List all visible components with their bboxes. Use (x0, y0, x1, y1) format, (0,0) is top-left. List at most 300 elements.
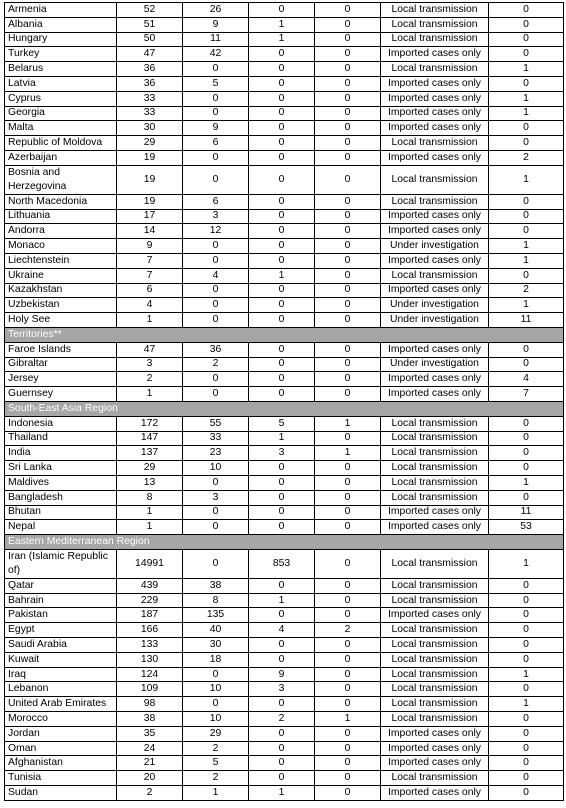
country-cell: Belarus (5, 62, 117, 77)
new-deaths-cell: 0 (315, 475, 381, 490)
country-cell: Cyprus (5, 91, 117, 106)
total-deaths-cell: 0 (249, 357, 315, 372)
transmission-classification-cell: Under investigation (381, 239, 489, 254)
new-cases-cell: 55 (183, 416, 249, 431)
country-cell: Uzbekistan (5, 298, 117, 313)
new-cases-cell: 0 (183, 298, 249, 313)
total-deaths-cell: 4 (249, 623, 315, 638)
new-deaths-cell: 0 (315, 682, 381, 697)
total-deaths-cell: 0 (249, 136, 315, 151)
new-deaths-cell: 0 (315, 298, 381, 313)
total-deaths-cell: 9 (249, 667, 315, 682)
table-row (5, 17, 564, 32)
country-cell: Andorra (5, 224, 117, 239)
region-header-label: Eastern Mediterranean Region (5, 535, 564, 550)
new-cases-cell: 12 (183, 224, 249, 239)
table-row (5, 121, 564, 136)
transmission-classification-cell: Imported cases only (381, 608, 489, 623)
total-cases-cell: 14991 (117, 549, 183, 578)
total-deaths-cell: 0 (249, 638, 315, 653)
transmission-classification-cell: Imported cases only (381, 91, 489, 106)
total-cases-cell: 30 (117, 121, 183, 136)
days-since-last-case-cell: 0 (489, 342, 564, 357)
total-cases-cell: 29 (117, 461, 183, 476)
days-since-last-case-cell: 0 (489, 623, 564, 638)
days-since-last-case-cell: 0 (489, 771, 564, 786)
table-row (5, 209, 564, 224)
covid-situation-table (4, 2, 564, 801)
total-cases-cell: 1 (117, 505, 183, 520)
days-since-last-case-cell: 0 (489, 446, 564, 461)
total-cases-cell: 124 (117, 667, 183, 682)
total-deaths-cell: 0 (249, 520, 315, 535)
total-cases-cell: 2 (117, 372, 183, 387)
new-deaths-cell: 0 (315, 136, 381, 151)
new-cases-cell: 0 (183, 283, 249, 298)
transmission-classification-cell: Imported cases only (381, 741, 489, 756)
new-cases-cell: 23 (183, 446, 249, 461)
table-row (5, 786, 564, 801)
transmission-classification-cell: Imported cases only (381, 786, 489, 801)
new-deaths-cell: 0 (315, 357, 381, 372)
new-cases-cell: 0 (183, 239, 249, 254)
country-cell: Indonesia (5, 416, 117, 431)
transmission-classification-cell: Local transmission (381, 593, 489, 608)
total-deaths-cell: 0 (249, 608, 315, 623)
new-cases-cell: 0 (183, 697, 249, 712)
days-since-last-case-cell: 11 (489, 313, 564, 328)
country-cell: Afghanistan (5, 756, 117, 771)
total-deaths-cell: 0 (249, 224, 315, 239)
new-deaths-cell: 0 (315, 17, 381, 32)
country-cell: Kazakhstan (5, 283, 117, 298)
new-deaths-cell: 0 (315, 268, 381, 283)
total-deaths-cell: 3 (249, 682, 315, 697)
table-row (5, 712, 564, 727)
total-deaths-cell: 0 (249, 150, 315, 165)
total-cases-cell: 47 (117, 342, 183, 357)
new-cases-cell: 4 (183, 268, 249, 283)
table-row (5, 136, 564, 151)
new-deaths-cell: 0 (315, 726, 381, 741)
days-since-last-case-cell: 0 (489, 76, 564, 91)
new-deaths-cell: 0 (315, 91, 381, 106)
transmission-classification-cell: Local transmission (381, 667, 489, 682)
country-cell: Turkey (5, 47, 117, 62)
days-since-last-case-cell: 1 (489, 253, 564, 268)
transmission-classification-cell: Local transmission (381, 32, 489, 47)
total-deaths-cell: 0 (249, 76, 315, 91)
days-since-last-case-cell: 0 (489, 431, 564, 446)
country-cell: Jersey (5, 372, 117, 387)
country-cell: Nepal (5, 520, 117, 535)
transmission-classification-cell: Under investigation (381, 298, 489, 313)
table-row (5, 416, 564, 431)
table-row (5, 62, 564, 77)
new-deaths-cell: 0 (315, 3, 381, 18)
days-since-last-case-cell: 0 (489, 786, 564, 801)
new-cases-cell: 2 (183, 741, 249, 756)
country-cell: Kuwait (5, 652, 117, 667)
new-deaths-cell: 0 (315, 62, 381, 77)
total-deaths-cell: 0 (249, 62, 315, 77)
new-deaths-cell: 0 (315, 786, 381, 801)
days-since-last-case-cell: 0 (489, 638, 564, 653)
transmission-classification-cell: Local transmission (381, 416, 489, 431)
total-cases-cell: 229 (117, 593, 183, 608)
new-deaths-cell: 0 (315, 490, 381, 505)
new-cases-cell: 10 (183, 712, 249, 727)
days-since-last-case-cell: 0 (489, 209, 564, 224)
table-row (5, 32, 564, 47)
days-since-last-case-cell: 1 (489, 91, 564, 106)
total-deaths-cell: 1 (249, 786, 315, 801)
total-cases-cell: 21 (117, 756, 183, 771)
total-deaths-cell: 0 (249, 253, 315, 268)
transmission-classification-cell: Local transmission (381, 136, 489, 151)
new-cases-cell: 0 (183, 91, 249, 106)
new-cases-cell: 0 (183, 165, 249, 194)
transmission-classification-cell: Under investigation (381, 357, 489, 372)
new-deaths-cell: 0 (315, 505, 381, 520)
new-cases-cell: 135 (183, 608, 249, 623)
table-row (5, 490, 564, 505)
new-deaths-cell: 0 (315, 283, 381, 298)
new-cases-cell: 0 (183, 62, 249, 77)
total-cases-cell: 35 (117, 726, 183, 741)
new-deaths-cell: 0 (315, 431, 381, 446)
table-row (5, 682, 564, 697)
transmission-classification-cell: Imported cases only (381, 121, 489, 136)
total-cases-cell: 2 (117, 786, 183, 801)
country-cell: Azerbaijan (5, 150, 117, 165)
new-cases-cell: 0 (183, 106, 249, 121)
table-row (5, 239, 564, 254)
total-cases-cell: 3 (117, 357, 183, 372)
country-cell: Georgia (5, 106, 117, 121)
table-row (5, 268, 564, 283)
new-deaths-cell: 0 (315, 47, 381, 62)
country-cell: Gibraltar (5, 357, 117, 372)
new-cases-cell: 2 (183, 771, 249, 786)
total-cases-cell: 7 (117, 253, 183, 268)
transmission-classification-cell: Local transmission (381, 771, 489, 786)
new-cases-cell: 8 (183, 593, 249, 608)
total-cases-cell: 20 (117, 771, 183, 786)
total-cases-cell: 4 (117, 298, 183, 313)
new-cases-cell: 0 (183, 475, 249, 490)
country-cell: Thailand (5, 431, 117, 446)
total-deaths-cell: 0 (249, 726, 315, 741)
new-cases-cell: 3 (183, 490, 249, 505)
transmission-classification-cell: Imported cases only (381, 505, 489, 520)
new-cases-cell: 0 (183, 667, 249, 682)
table-row (5, 593, 564, 608)
table-row (5, 91, 564, 106)
days-since-last-case-cell: 0 (489, 268, 564, 283)
new-deaths-cell: 0 (315, 461, 381, 476)
new-deaths-cell: 0 (315, 578, 381, 593)
transmission-classification-cell: Local transmission (381, 446, 489, 461)
new-cases-cell: 26 (183, 3, 249, 18)
days-since-last-case-cell: 1 (489, 106, 564, 121)
total-deaths-cell: 0 (249, 475, 315, 490)
new-cases-cell: 18 (183, 652, 249, 667)
total-deaths-cell: 0 (249, 578, 315, 593)
total-cases-cell: 1 (117, 520, 183, 535)
table-row (5, 253, 564, 268)
transmission-classification-cell: Local transmission (381, 62, 489, 77)
country-cell: Iraq (5, 667, 117, 682)
country-cell: Faroe Islands (5, 342, 117, 357)
days-since-last-case-cell: 0 (489, 741, 564, 756)
total-deaths-cell: 1 (249, 268, 315, 283)
country-cell: Monaco (5, 239, 117, 254)
new-cases-cell: 9 (183, 121, 249, 136)
days-since-last-case-cell: 0 (489, 652, 564, 667)
new-deaths-cell: 0 (315, 313, 381, 328)
country-cell: Bahrain (5, 593, 117, 608)
new-deaths-cell: 0 (315, 652, 381, 667)
total-cases-cell: 130 (117, 652, 183, 667)
days-since-last-case-cell: 0 (489, 121, 564, 136)
new-cases-cell: 29 (183, 726, 249, 741)
new-deaths-cell: 0 (315, 756, 381, 771)
total-deaths-cell: 0 (249, 165, 315, 194)
total-deaths-cell: 0 (249, 771, 315, 786)
total-cases-cell: 98 (117, 697, 183, 712)
days-since-last-case-cell: 0 (489, 224, 564, 239)
days-since-last-case-cell: 2 (489, 150, 564, 165)
new-deaths-cell: 0 (315, 194, 381, 209)
transmission-classification-cell: Under investigation (381, 313, 489, 328)
country-cell: Morocco (5, 712, 117, 727)
days-since-last-case-cell: 1 (489, 549, 564, 578)
days-since-last-case-cell: 0 (489, 416, 564, 431)
new-cases-cell: 1 (183, 786, 249, 801)
new-deaths-cell: 0 (315, 32, 381, 47)
new-cases-cell: 38 (183, 578, 249, 593)
total-deaths-cell: 0 (249, 283, 315, 298)
new-cases-cell: 0 (183, 253, 249, 268)
days-since-last-case-cell: 7 (489, 387, 564, 402)
new-cases-cell: 11 (183, 32, 249, 47)
total-deaths-cell: 0 (249, 121, 315, 136)
table-row (5, 150, 564, 165)
days-since-last-case-cell: 0 (489, 194, 564, 209)
days-since-last-case-cell: 0 (489, 682, 564, 697)
total-cases-cell: 439 (117, 578, 183, 593)
transmission-classification-cell: Local transmission (381, 712, 489, 727)
total-cases-cell: 36 (117, 76, 183, 91)
transmission-classification-cell: Imported cases only (381, 520, 489, 535)
country-cell: Saudi Arabia (5, 638, 117, 653)
total-deaths-cell: 0 (249, 3, 315, 18)
country-cell: Jordan (5, 726, 117, 741)
total-deaths-cell: 0 (249, 342, 315, 357)
table-row (5, 3, 564, 18)
new-deaths-cell: 1 (315, 712, 381, 727)
transmission-classification-cell: Local transmission (381, 623, 489, 638)
region-header-label: South-East Asia Region (5, 401, 564, 416)
transmission-classification-cell: Local transmission (381, 578, 489, 593)
table-row (5, 578, 564, 593)
days-since-last-case-cell: 1 (489, 667, 564, 682)
new-cases-cell: 33 (183, 431, 249, 446)
new-cases-cell: 0 (183, 372, 249, 387)
country-cell: Pakistan (5, 608, 117, 623)
transmission-classification-cell: Local transmission (381, 461, 489, 476)
total-cases-cell: 38 (117, 712, 183, 727)
total-deaths-cell: 0 (249, 741, 315, 756)
transmission-classification-cell: Imported cases only (381, 342, 489, 357)
table-row (5, 47, 564, 62)
total-deaths-cell: 2 (249, 712, 315, 727)
table-row (5, 726, 564, 741)
table-row (5, 446, 564, 461)
table-row (5, 475, 564, 490)
table-row (5, 224, 564, 239)
total-cases-cell: 50 (117, 32, 183, 47)
country-cell: United Arab Emirates (5, 697, 117, 712)
table-row (5, 697, 564, 712)
new-deaths-cell: 0 (315, 239, 381, 254)
table-row (5, 387, 564, 402)
total-cases-cell: 36 (117, 62, 183, 77)
new-cases-cell: 5 (183, 76, 249, 91)
transmission-classification-cell: Local transmission (381, 431, 489, 446)
days-since-last-case-cell: 0 (489, 32, 564, 47)
days-since-last-case-cell: 0 (489, 726, 564, 741)
country-cell: Liechtenstein (5, 253, 117, 268)
table-row (5, 505, 564, 520)
total-deaths-cell: 0 (249, 461, 315, 476)
new-deaths-cell: 1 (315, 446, 381, 461)
total-cases-cell: 19 (117, 165, 183, 194)
table-row (5, 549, 564, 578)
transmission-classification-cell: Local transmission (381, 638, 489, 653)
total-deaths-cell: 1 (249, 32, 315, 47)
table-row (5, 667, 564, 682)
new-cases-cell: 6 (183, 136, 249, 151)
new-cases-cell: 5 (183, 756, 249, 771)
transmission-classification-cell: Imported cases only (381, 372, 489, 387)
days-since-last-case-cell: 0 (489, 136, 564, 151)
table-row (5, 520, 564, 535)
new-deaths-cell: 0 (315, 106, 381, 121)
transmission-classification-cell: Local transmission (381, 3, 489, 18)
table-row (5, 608, 564, 623)
new-cases-cell: 0 (183, 313, 249, 328)
table-row (5, 313, 564, 328)
total-deaths-cell: 0 (249, 652, 315, 667)
transmission-classification-cell: Local transmission (381, 652, 489, 667)
table-body (5, 3, 564, 801)
transmission-classification-cell: Imported cases only (381, 253, 489, 268)
new-cases-cell: 0 (183, 549, 249, 578)
region-header-row (5, 401, 564, 416)
total-deaths-cell: 1 (249, 17, 315, 32)
new-deaths-cell: 1 (315, 416, 381, 431)
new-deaths-cell: 0 (315, 549, 381, 578)
country-cell: Maldives (5, 475, 117, 490)
total-cases-cell: 109 (117, 682, 183, 697)
total-cases-cell: 17 (117, 209, 183, 224)
total-deaths-cell: 5 (249, 416, 315, 431)
country-cell: Republic of Moldova (5, 136, 117, 151)
total-cases-cell: 133 (117, 638, 183, 653)
total-deaths-cell: 853 (249, 549, 315, 578)
total-deaths-cell: 1 (249, 593, 315, 608)
total-deaths-cell: 1 (249, 431, 315, 446)
new-cases-cell: 0 (183, 520, 249, 535)
table-row (5, 194, 564, 209)
days-since-last-case-cell: 0 (489, 461, 564, 476)
total-deaths-cell: 0 (249, 47, 315, 62)
total-deaths-cell: 0 (249, 387, 315, 402)
table-row (5, 106, 564, 121)
new-deaths-cell: 0 (315, 342, 381, 357)
region-header-row (5, 327, 564, 342)
table-row (5, 741, 564, 756)
new-deaths-cell: 0 (315, 165, 381, 194)
table-row (5, 165, 564, 194)
new-deaths-cell: 0 (315, 150, 381, 165)
table-row (5, 771, 564, 786)
total-cases-cell: 52 (117, 3, 183, 18)
total-cases-cell: 137 (117, 446, 183, 461)
new-deaths-cell: 0 (315, 593, 381, 608)
country-cell: Sudan (5, 786, 117, 801)
total-cases-cell: 8 (117, 490, 183, 505)
new-deaths-cell: 0 (315, 76, 381, 91)
total-cases-cell: 19 (117, 150, 183, 165)
table-row (5, 76, 564, 91)
new-cases-cell: 2 (183, 357, 249, 372)
total-cases-cell: 47 (117, 47, 183, 62)
table-row (5, 652, 564, 667)
total-cases-cell: 166 (117, 623, 183, 638)
table-row (5, 298, 564, 313)
days-since-last-case-cell: 1 (489, 475, 564, 490)
table-row (5, 372, 564, 387)
total-cases-cell: 1 (117, 387, 183, 402)
table-row (5, 623, 564, 638)
total-deaths-cell: 0 (249, 239, 315, 254)
total-deaths-cell: 0 (249, 106, 315, 121)
days-since-last-case-cell: 0 (489, 47, 564, 62)
table-row (5, 638, 564, 653)
table-row (5, 357, 564, 372)
days-since-last-case-cell: 0 (489, 578, 564, 593)
new-deaths-cell: 0 (315, 697, 381, 712)
new-cases-cell: 30 (183, 638, 249, 653)
new-cases-cell: 0 (183, 387, 249, 402)
new-cases-cell: 6 (183, 194, 249, 209)
new-deaths-cell: 0 (315, 372, 381, 387)
new-deaths-cell: 0 (315, 771, 381, 786)
country-cell: Armenia (5, 3, 117, 18)
country-cell: Tunisia (5, 771, 117, 786)
total-deaths-cell: 0 (249, 313, 315, 328)
country-cell: Hungary (5, 32, 117, 47)
transmission-classification-cell: Local transmission (381, 17, 489, 32)
transmission-classification-cell: Imported cases only (381, 387, 489, 402)
transmission-classification-cell: Local transmission (381, 194, 489, 209)
total-cases-cell: 24 (117, 741, 183, 756)
country-cell: Bangladesh (5, 490, 117, 505)
transmission-classification-cell: Imported cases only (381, 756, 489, 771)
